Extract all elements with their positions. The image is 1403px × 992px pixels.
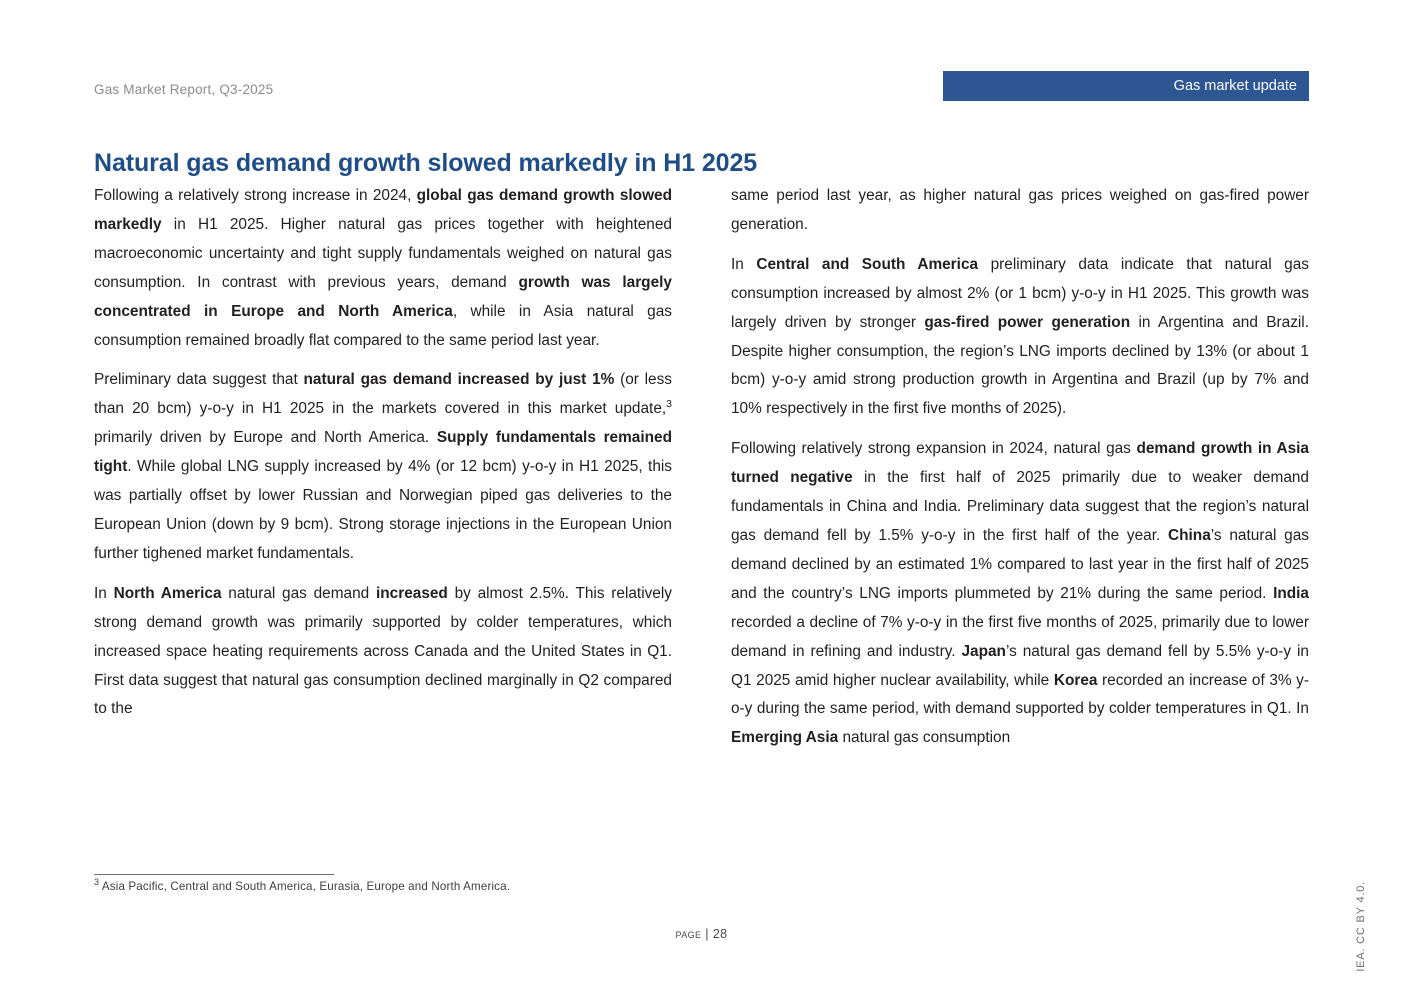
body-text: In xyxy=(731,255,757,273)
body-text: Preliminary data suggest that xyxy=(94,371,304,389)
page-number xyxy=(0,927,1403,941)
body-text: natural gas consumption xyxy=(838,729,1011,747)
footnote xyxy=(94,877,694,893)
emphasis-text: China xyxy=(1168,526,1211,544)
body-text: recorded an increase of 3% y-o-y during the same period, with demand supported by colder temperatures in Q1. In xyxy=(731,671,1310,718)
body-text: preliminary data indicate that natural gas consumption increased by almost 2% (or 1 bcm) y-o-y in H1 2025. This growth was largely driven by stronger xyxy=(731,255,1309,331)
emphasis-text: Emerging Asia xyxy=(731,729,839,747)
emphasis-text: increased xyxy=(375,584,448,602)
license-notice: IEA. CC BY 4.0. xyxy=(1355,881,1367,972)
running-head: Gas Market Report, Q3-2025 xyxy=(94,82,274,97)
body-text: Following a relatively strong increase in 2024, xyxy=(94,187,417,204)
body-text: (or less than 20 bcm) y-o-y in H1 2025 in the markets covered in this market update, xyxy=(94,371,672,418)
page-number-separator: | xyxy=(705,927,709,941)
paragraph xyxy=(731,435,1309,753)
emphasis-text: growth was largely concentrated in Europe and North America xyxy=(94,273,672,320)
emphasis-text: demand growth in Asia turned negative xyxy=(731,440,1309,487)
emphasis-text: Japan xyxy=(961,642,1006,660)
body-column-left xyxy=(94,182,672,724)
emphasis-text: India xyxy=(1273,584,1309,602)
body-text: In xyxy=(94,584,114,602)
footnote-divider xyxy=(94,874,334,875)
emphasis-text: Supply fundamentals remained tight xyxy=(94,429,673,476)
body-text: , while in Asia natural gas consumption remained broadly flat compared to the same period last year. xyxy=(94,302,672,349)
body-text: same period last year, as higher natural gas prices weighed on gas-fired power generation. xyxy=(731,187,1309,233)
paragraph xyxy=(731,182,1309,240)
body-text: ’s natural gas demand declined by an estimated 1% compared to last year in the first half of 2025 and the country’s LNG imports plummeted by 21% during the same period. xyxy=(731,526,1309,602)
body-text: natural gas demand xyxy=(221,584,376,602)
body-text: in H1 2025. Higher natural gas prices together with heightened macroeconomic uncertainty and tight supply fundamentals weighed on natural gas consumption. In contrast with previous years, demand xyxy=(94,215,672,291)
emphasis-text: Central and South America xyxy=(756,255,979,273)
footnote-reference: 3 xyxy=(666,398,672,411)
page-title: Natural gas demand growth slowed markedly in H1 2025 xyxy=(94,148,758,177)
page-number-value: 28 xyxy=(712,927,728,941)
emphasis-text: gas-fired power generation xyxy=(924,313,1131,331)
emphasis-text: global gas demand growth slowed markedly xyxy=(94,187,672,233)
body-text: . While global LNG supply increased by 4% (or 12 bcm) y-o-y in H1 2025, this was partially offset by lower Russian and Norwegian piped gas deliveries to the European Union (down by 9 bcm). Strong storage injections in the European Union further tighened market fundamentals. xyxy=(94,458,672,562)
section-header-tab xyxy=(943,71,1309,101)
section-header-label: Gas market update xyxy=(1173,78,1297,94)
emphasis-text: natural gas demand increased by just 1% xyxy=(303,371,615,389)
body-text: by almost 2.5%. This relatively strong demand growth was primarily supported by colder temperatures, which increased space heating requirements across Canada and the United States in Q1. First data suggest that natural gas consumption declined marginally in Q2 compared to the xyxy=(94,584,672,718)
body-text: primarily driven by Europe and North America. xyxy=(94,429,437,447)
paragraph xyxy=(94,182,672,355)
page-number-label: page xyxy=(675,927,702,941)
footnote-text: Asia Pacific, Central and South America, Eurasia, Europe and North America. xyxy=(99,880,511,893)
body-text: in Argentina and Brazil. Despite higher consumption, the region’s LNG imports declined by 13% (or about 1 bcm) y-o-y amid strong production growth in Argentina and Brazil (up by 7% and 10% respectively in the first five months of 2025). xyxy=(731,313,1310,418)
paragraph xyxy=(731,251,1309,424)
body-text: Following relatively strong expansion in 2024, natural gas xyxy=(731,440,1137,458)
footnote-marker: 3 xyxy=(94,877,100,888)
paragraph xyxy=(94,580,672,725)
emphasis-text: Korea xyxy=(1053,671,1098,689)
body-text: in the first half of 2025 primarily due to weaker demand fundamentals in China and India. Preliminary data suggest that the region’s natural gas demand fell by 1.5% y-o-y in the first half of the year. xyxy=(731,469,1309,544)
body-text: ’s natural gas demand fell by 5.5% y-o-y in Q1 2025 amid higher nuclear availability, while xyxy=(731,642,1309,689)
body-column-right xyxy=(731,182,1309,753)
paragraph xyxy=(94,366,672,568)
body-text: recorded a decline of 7% y-o-y in the first five months of 2025, primarily due to lower demand in refining and industry. xyxy=(731,613,1309,660)
emphasis-text: North America xyxy=(113,584,222,602)
